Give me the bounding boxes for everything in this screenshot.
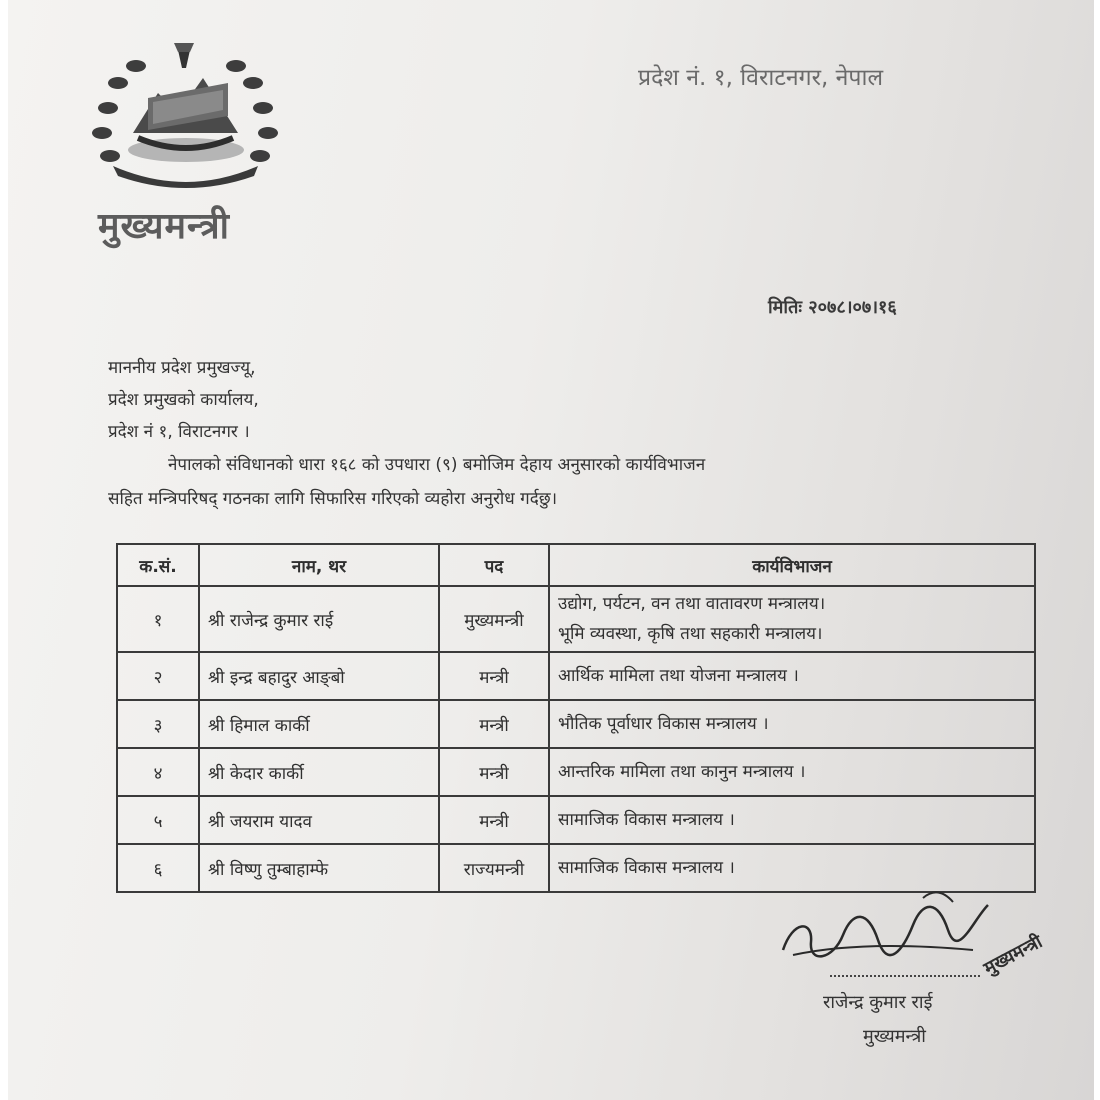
row-post: मुख्यमन्त्री (439, 586, 549, 652)
row-serial: १ (117, 586, 199, 652)
row-name: श्री राजेन्द्र कुमार राई (199, 586, 439, 652)
row-ministry (549, 586, 1035, 652)
letter-sheet (8, 0, 1094, 1100)
table-row (117, 586, 1035, 652)
nepal-emblem-icon (78, 38, 293, 193)
header-serial: क.सं. (117, 544, 199, 586)
letter-date: मितिः २०७८।०७।१६ (768, 297, 897, 318)
row-name: श्री केदार कार्की (199, 748, 439, 796)
table-row (117, 748, 1035, 796)
ministry-line: भूमि व्यवस्था, कृषि तथा सहकारी मन्त्रालय। (558, 624, 823, 644)
province-address: प्रदेश नं. १, विराटनगर, नेपाल (638, 65, 884, 91)
row-serial: ५ (117, 796, 199, 844)
row-ministry: आन्तरिक मामिला तथा कानुन मन्त्रालय । (549, 748, 1035, 796)
header-post: पद (439, 544, 549, 586)
row-name: श्री इन्द्र बहादुर आङ्बो (199, 652, 439, 700)
addressee-line-1: माननीय प्रदेश प्रमुखज्यू, (108, 358, 256, 378)
row-name: श्री जयराम यादव (199, 796, 439, 844)
signer-title: मुख्यमन्त्री (863, 1026, 926, 1047)
body-line-2: सहित मन्त्रिपरिषद् गठनका लागि सिफारिस गरिएको व्यहोरा अनुरोध गर्दछु। (108, 489, 558, 509)
signer-name: राजेन्द्र कुमार राई (823, 992, 933, 1013)
body-line-1: नेपालको संविधानको धारा १६८ को उपधारा (९) बमोजिम देहाय अनुसारको कार्यविभाजन (168, 455, 706, 475)
row-serial: ६ (117, 844, 199, 892)
row-post: मन्त्री (439, 796, 549, 844)
row-name: श्री विष्णु तुम्बाहाम्फे (199, 844, 439, 892)
row-serial: ४ (117, 748, 199, 796)
row-post: मन्त्री (439, 652, 549, 700)
handwritten-signature (773, 880, 1053, 980)
addressee-line-2: प्रदेश प्रमुखको कार्यालय, (108, 390, 259, 410)
signature-dotted-line (830, 975, 980, 977)
row-serial: ३ (117, 700, 199, 748)
row-ministry: सामाजिक विकास मन्त्रालय । (549, 796, 1035, 844)
cabinet-allocation-table (116, 543, 1036, 893)
row-serial: २ (117, 652, 199, 700)
signature-stamp-text: मुख्यमन्त्री (980, 931, 1046, 980)
row-post: मन्त्री (439, 700, 549, 748)
table-row (117, 700, 1035, 748)
ministry-line: उद्योग, पर्यटन, वन तथा वातावरण मन्त्रालय। (558, 594, 826, 614)
row-ministry: सामाजिक विकास मन्त्रालय । (549, 844, 1035, 892)
table-header-row (117, 544, 1035, 586)
table-row (117, 796, 1035, 844)
office-title: मुख्यमन्त्री (98, 206, 230, 247)
table-row (117, 652, 1035, 700)
addressee-line-3: प्रदेश नं १, विराटनगर । (108, 422, 250, 442)
row-post: मन्त्री (439, 748, 549, 796)
row-post: राज्यमन्त्री (439, 844, 549, 892)
header-ministry: कार्यविभाजन (549, 544, 1035, 586)
row-ministry: आर्थिक मामिला तथा योजना मन्त्रालय । (549, 652, 1035, 700)
row-name: श्री हिमाल कार्की (199, 700, 439, 748)
row-ministry: भौतिक पूर्वाधार विकास मन्त्रालय । (549, 700, 1035, 748)
header-name: नाम, थर (199, 544, 439, 586)
